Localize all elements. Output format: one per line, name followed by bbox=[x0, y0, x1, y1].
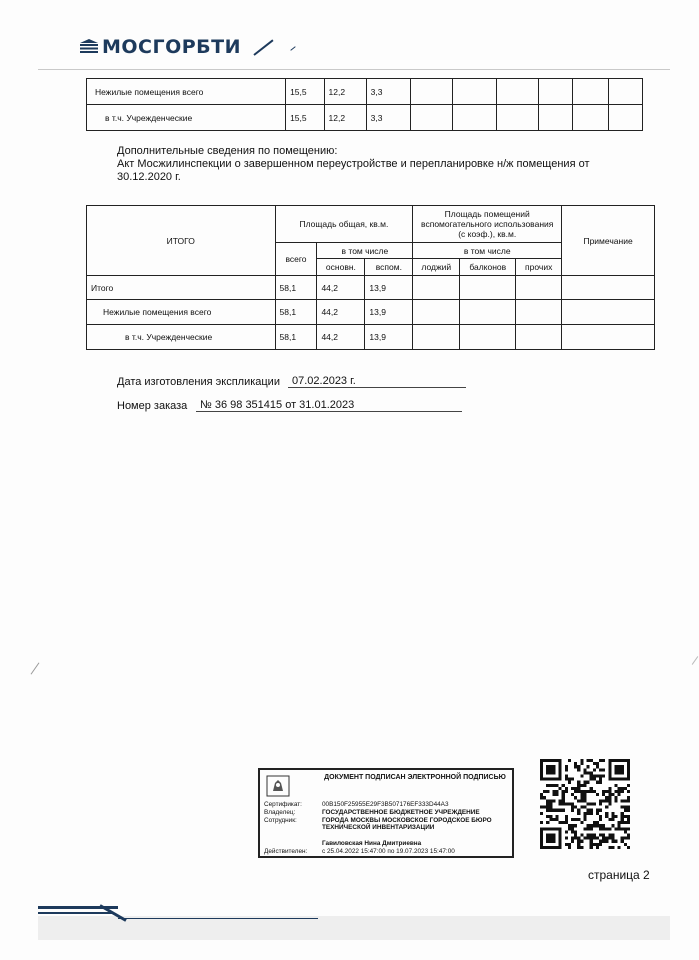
stamp-title: ДОКУМЕНТ ПОДПИСАН ЭЛЕКТРОННОЙ ПОДПИСЬЮ bbox=[324, 774, 506, 781]
row-label: Нежилые помещения всего bbox=[87, 79, 286, 105]
cell-empty bbox=[562, 300, 655, 325]
table-row bbox=[87, 105, 643, 131]
footer-stripe-decoration bbox=[38, 912, 114, 914]
cell-empty bbox=[516, 300, 562, 325]
mosgorbti-logo-icon bbox=[80, 39, 98, 55]
row-label: в т.ч. Учрежденческие bbox=[87, 105, 286, 131]
header-vsego: всего bbox=[275, 243, 317, 276]
cell-empty bbox=[573, 79, 609, 105]
cell-empty bbox=[410, 105, 452, 131]
margin-mark bbox=[692, 656, 699, 665]
cell-empty bbox=[516, 276, 562, 300]
header-note: Примечание bbox=[562, 206, 655, 276]
table-row bbox=[87, 79, 643, 105]
cell-empty bbox=[452, 79, 496, 105]
stamp-cert-label: Сертификат: bbox=[264, 801, 302, 808]
margin-mark bbox=[31, 662, 40, 674]
cell-aux: 3,3 bbox=[366, 79, 410, 105]
cell-total: 58,1 bbox=[275, 300, 317, 325]
extra-info-text: Акт Мосжилинспекции о завершенном переустройстве и перепланировке н/ж помещения от 30.12.2020 г. bbox=[117, 158, 590, 183]
electronic-signature-stamp bbox=[258, 768, 514, 858]
qr-code-icon bbox=[540, 759, 630, 849]
cell-empty bbox=[562, 325, 655, 350]
header-slash-decoration bbox=[253, 39, 273, 55]
cell-total: 15,5 bbox=[286, 105, 324, 131]
header-area-aux: Площадь помещений вспомогательного использования (с коэф.), кв.м. bbox=[413, 206, 562, 243]
cell-empty bbox=[410, 79, 452, 105]
header-aux: вспом. bbox=[365, 259, 413, 276]
header-balcony: балконов bbox=[460, 259, 516, 276]
header-divider bbox=[38, 69, 670, 70]
header-incl-aux: в том числе bbox=[413, 243, 562, 259]
header-itogo: ИТОГО bbox=[87, 206, 276, 276]
stamp-row-valid bbox=[264, 848, 507, 856]
cell-empty bbox=[496, 105, 538, 131]
cell-empty bbox=[538, 105, 572, 131]
header-loggia: лоджий bbox=[413, 259, 460, 276]
row-label: в т.ч. Учрежденческие bbox=[87, 325, 276, 350]
table-row bbox=[87, 300, 655, 325]
table-row bbox=[87, 276, 655, 300]
cell-empty bbox=[460, 276, 516, 300]
cell-aux: 13,9 bbox=[365, 325, 413, 350]
explication-date-label: Дата изготовления экспликации bbox=[117, 376, 280, 388]
header-area-total: Площадь общая, кв.м. bbox=[275, 206, 413, 243]
row-label: Нежилые помещения всего bbox=[87, 300, 276, 325]
header-main: основн. bbox=[317, 259, 365, 276]
stamp-cert-value: 00B150F25955E29F3B507176EF333D44A3 bbox=[322, 801, 449, 808]
continuation-table bbox=[86, 78, 643, 131]
cell-empty bbox=[516, 325, 562, 350]
order-number-label: Номер заказа bbox=[117, 400, 188, 412]
cell-total: 58,1 bbox=[275, 276, 317, 300]
stamp-valid-value: с 25.04.2022 15:47:00 по 19.07.2023 15:47:00 bbox=[322, 848, 455, 855]
stamp-owner-value: ГОСУДАРСТВЕННОЕ БЮДЖЕТНОЕ УЧРЕЖДЕНИЕ ГОРОДА МОСКВЫ МОСКОВСКОЕ ГОРОДСКОЕ БЮРО ТЕХНИЧЕСКОЙ ИНВЕНТАРИЗАЦИИ bbox=[322, 809, 492, 831]
stamp-employee-label: Сотрудник: bbox=[264, 817, 297, 824]
footer-line-decoration bbox=[118, 918, 318, 919]
summary-table bbox=[86, 205, 655, 350]
cell-total: 15,5 bbox=[286, 79, 324, 105]
extra-info-heading: Дополнительные сведения по помещению: bbox=[117, 145, 338, 157]
cell-empty bbox=[460, 325, 516, 350]
stamp-employee-value: Гавиловская Нина Дмитриевна bbox=[322, 840, 422, 847]
cell-aux: 13,9 bbox=[365, 300, 413, 325]
stamp-row-employee bbox=[264, 840, 507, 848]
cell-empty bbox=[538, 79, 572, 105]
header-logo bbox=[80, 36, 241, 58]
cell-empty bbox=[413, 325, 460, 350]
footer-band bbox=[38, 916, 670, 940]
explication-date-value: 07.02.2023 г. bbox=[288, 375, 466, 388]
cell-empty bbox=[573, 105, 609, 131]
cell-aux: 13,9 bbox=[365, 276, 413, 300]
cell-empty bbox=[562, 276, 655, 300]
cell-aux: 3,3 bbox=[366, 105, 410, 131]
cell-empty bbox=[608, 79, 642, 105]
order-number-value: № 36 98 351415 от 31.01.2023 bbox=[196, 399, 462, 412]
cell-main: 12,2 bbox=[324, 105, 366, 131]
cell-main: 44,2 bbox=[317, 300, 365, 325]
stamp-row-cert bbox=[264, 801, 507, 809]
cell-empty bbox=[608, 105, 642, 131]
header-incl: в том числе bbox=[317, 243, 413, 259]
cell-empty bbox=[413, 300, 460, 325]
stamp-valid-label: Действителен: bbox=[264, 848, 308, 855]
logo-text: МОСГОРБТИ bbox=[102, 36, 242, 58]
header-slash-decoration-small bbox=[290, 46, 295, 50]
moscow-emblem-icon bbox=[266, 775, 290, 797]
cell-main: 44,2 bbox=[317, 276, 365, 300]
cell-empty bbox=[460, 300, 516, 325]
page-number: страница 2 bbox=[588, 868, 650, 882]
row-label: Итого bbox=[87, 276, 276, 300]
cell-main: 44,2 bbox=[317, 325, 365, 350]
cell-empty bbox=[452, 105, 496, 131]
stamp-owner-label: Владелец: bbox=[264, 809, 296, 816]
cell-empty bbox=[496, 79, 538, 105]
cell-empty bbox=[413, 276, 460, 300]
header-other: прочих bbox=[516, 259, 562, 276]
stamp-row-employee-label bbox=[264, 817, 322, 825]
cell-total: 58,1 bbox=[275, 325, 317, 350]
cell-main: 12,2 bbox=[324, 79, 366, 105]
table-row bbox=[87, 325, 655, 350]
extra-info bbox=[117, 145, 637, 184]
